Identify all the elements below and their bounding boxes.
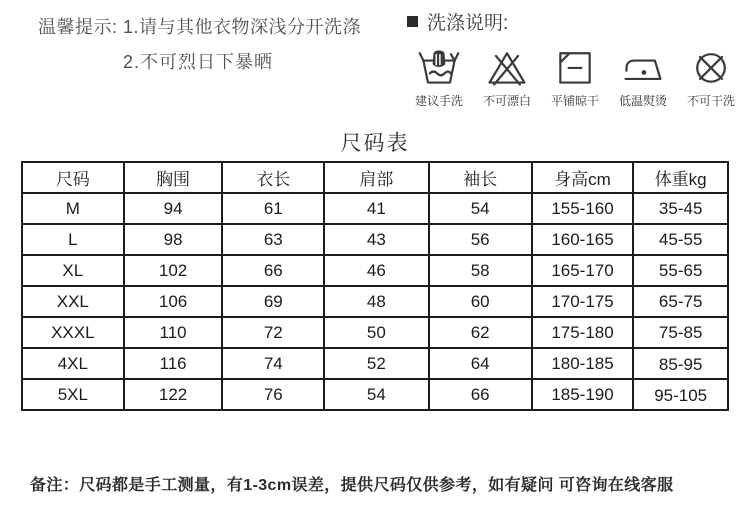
size-table-row (22, 317, 728, 348)
care-tips (38, 18, 383, 71)
measurement-cell: 72 (222, 317, 324, 348)
measurement-cell: 110 (124, 317, 223, 348)
wash-item-low-iron (611, 45, 675, 109)
size-table-column-header: 体重kg (633, 162, 728, 193)
handwash-icon (407, 45, 471, 89)
measurement-cell: 46 (324, 255, 428, 286)
measurement-cell: 65-75 (633, 286, 728, 317)
size-table-column-header: 袖长 (429, 162, 532, 193)
wash-label-dry-flat: 平铺晾干 (550, 94, 599, 108)
size-table-header-row (22, 162, 728, 193)
washing-symbols-row (407, 45, 743, 109)
measurement-cell: 85-95 (633, 348, 728, 379)
measurement-cell: 175-180 (532, 317, 634, 348)
wash-label-handwash: 建议手洗 (414, 94, 463, 108)
measurement-cell: 63 (222, 224, 324, 255)
size-table-column-header: 身高cm (532, 162, 634, 193)
washing-instructions (407, 8, 743, 109)
size-table-column-header: 衣长 (222, 162, 324, 193)
measurement-cell: 66 (222, 255, 324, 286)
wash-item-dry-flat (543, 45, 607, 109)
measurement-cell: 66 (429, 379, 532, 410)
size-table (21, 161, 729, 411)
wash-label-no-dryclean: 不可干洗 (686, 94, 735, 108)
wash-item-handwash (407, 45, 471, 109)
measurement-cell: 106 (124, 286, 223, 317)
measurement-cell: 102 (124, 255, 223, 286)
wash-item-no-dryclean (679, 45, 743, 109)
care-tip-line-2: 2.不可烈日下暴晒 (123, 52, 274, 72)
size-table-row (22, 193, 728, 224)
measurement-cell: 75-85 (633, 317, 728, 348)
size-table-row (22, 348, 728, 379)
size-chart-title: 尺码表 (340, 132, 410, 155)
size-table-row (22, 255, 728, 286)
measurement-cell: 170-175 (532, 286, 634, 317)
wash-item-no-bleach (475, 45, 539, 109)
measurement-cell: 43 (324, 224, 428, 255)
washing-instructions-title-text: 洗涤说明: (427, 13, 509, 34)
measurement-cell: 64 (429, 348, 532, 379)
measurement-cell: 48 (324, 286, 428, 317)
size-cell: L (22, 224, 124, 255)
size-cell: XL (22, 255, 124, 286)
low-iron-icon (611, 45, 675, 89)
measurement-cell: 41 (324, 193, 428, 224)
measurement-cell: 165-170 (532, 255, 634, 286)
measurement-cell: 94 (124, 193, 223, 224)
footer-note: 备注：尺码都是手工测量，有1-3cm误差，提供尺码仅供参考，如有疑问 可咨询在线客服 (30, 477, 674, 494)
measurement-cell: 185-190 (532, 379, 634, 410)
measurement-cell: 62 (429, 317, 532, 348)
size-cell: XXXL (22, 317, 124, 348)
measurement-cell: 180-185 (532, 348, 634, 379)
measurement-cell: 160-165 (532, 224, 634, 255)
measurement-cell: 54 (324, 379, 428, 410)
measurement-cell: 45-55 (633, 224, 728, 255)
wash-label-low-iron: 低温熨烫 (618, 94, 667, 108)
size-table-column-header: 尺码 (22, 162, 124, 193)
measurement-cell: 35-45 (633, 193, 728, 224)
measurement-cell: 69 (222, 286, 324, 317)
no-dryclean-icon (679, 45, 743, 89)
measurement-cell: 52 (324, 348, 428, 379)
care-tip-line-1: 温馨提示: 1.请与其他衣物深浅分开洗涤 (38, 17, 362, 37)
measurement-cell: 50 (324, 317, 428, 348)
measurement-cell: 61 (222, 193, 324, 224)
washing-instructions-title (407, 8, 743, 35)
size-cell: 5XL (22, 379, 124, 410)
measurement-cell: 58 (429, 255, 532, 286)
measurement-cell: 54 (429, 193, 532, 224)
measurement-cell: 155-160 (532, 193, 634, 224)
measurement-cell: 55-65 (633, 255, 728, 286)
size-table-column-header: 肩部 (324, 162, 428, 193)
dry-flat-icon (543, 45, 607, 89)
size-cell: 4XL (22, 348, 124, 379)
bullet-square-icon (407, 16, 418, 27)
wash-label-no-bleach: 不可漂白 (482, 94, 531, 108)
measurement-cell: 56 (429, 224, 532, 255)
measurement-cell: 95-105 (633, 379, 728, 410)
size-table-row (22, 224, 728, 255)
measurement-cell: 116 (124, 348, 223, 379)
measurement-cell: 76 (222, 379, 324, 410)
size-cell: XXL (22, 286, 124, 317)
measurement-cell: 74 (222, 348, 324, 379)
size-table-row (22, 286, 728, 317)
measurement-cell: 98 (124, 224, 223, 255)
size-table-column-header: 胸围 (124, 162, 223, 193)
size-cell: M (22, 193, 124, 224)
size-table-row (22, 379, 728, 410)
measurement-cell: 122 (124, 379, 223, 410)
measurement-cell: 60 (429, 286, 532, 317)
no-bleach-icon (475, 45, 539, 89)
